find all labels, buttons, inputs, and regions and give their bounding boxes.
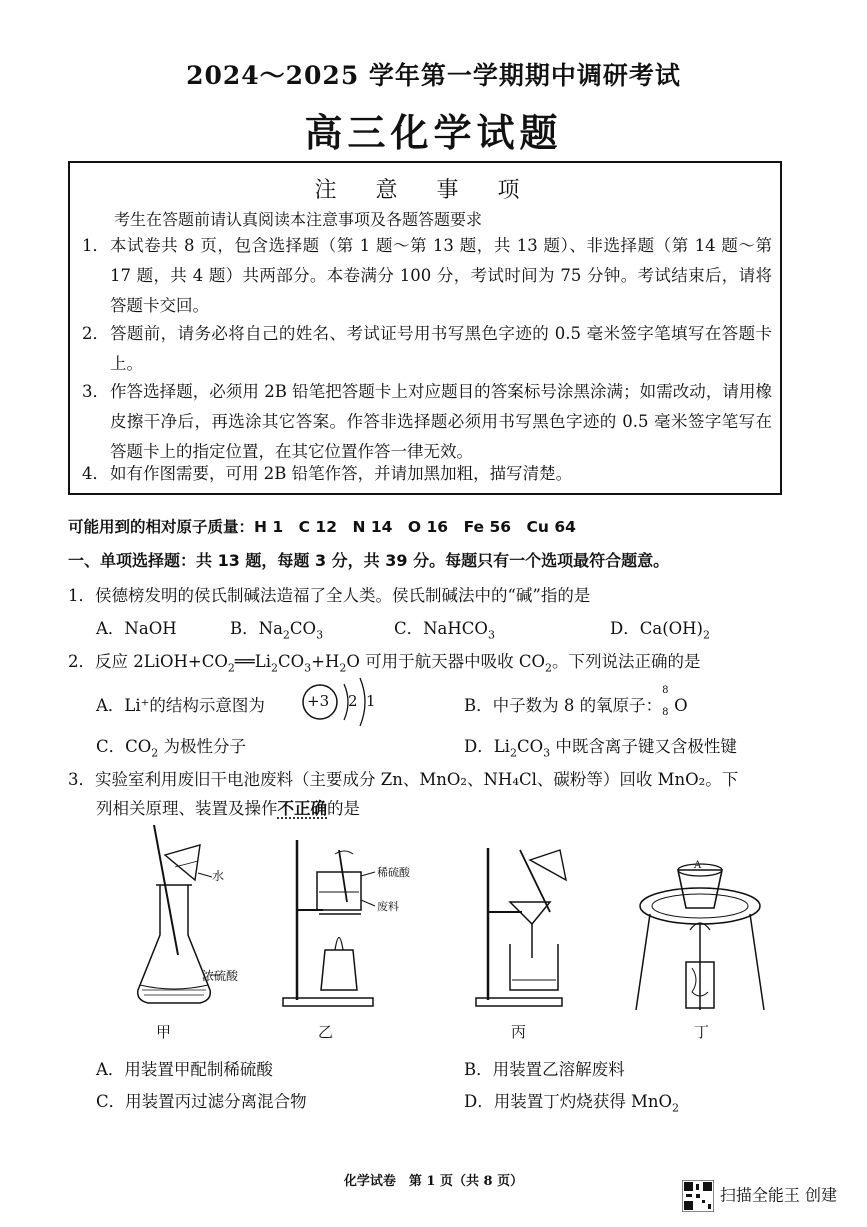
apparatus-ding (630, 850, 780, 1020)
nucleus-charge: +3 (307, 692, 330, 710)
notice-item-3 (82, 377, 772, 467)
notice-item-text: 答题前，请务必将自己的姓名、考试证号用书写黑色字迹的 0.5 毫米签字笔填写在答题卡上。 (110, 324, 772, 373)
section-1-heading: 一、单项选择题：共 13 题，每题 3 分，共 39 分。每题只有一个选项最符合题意。 (68, 551, 670, 570)
mass-number: 8 (662, 684, 669, 696)
q3-stem-line-2: 列相关原理、装置及操作不正确的是 (96, 799, 360, 818)
figure-label-jia: 甲 (156, 1023, 172, 1041)
notice-heading: 注 意 事 项 (314, 178, 536, 203)
qr-code-icon (682, 1180, 714, 1212)
label-concentrated-sulfuric-acid: 浓硫酸 (202, 969, 239, 983)
label-dilute-sulfuric-acid: 稀硫酸 (377, 866, 410, 879)
label-crucible-mark: A (694, 860, 702, 871)
q1-stem: 1．侯德榜发明的侯氏制碱法造福了全人类。侯氏制碱法中的“碱”指的是 (68, 586, 591, 605)
q1-option-b: B．$Na_2CO_3$ (230, 619, 324, 642)
figure-label-bing: 丙 (511, 1023, 527, 1041)
notice-box (68, 161, 782, 495)
notice-item-text: 如有作图需要，可用 2B 铅笔作答，并请加黑加粗，描写清楚。 (110, 464, 573, 483)
notice-item-number: 2． (82, 324, 109, 343)
notice-item-number: 3． (82, 382, 109, 401)
exam-title: 2024～2025 学年第一学期期中调研考试 (186, 61, 681, 90)
q1-option-d: D．$Ca(OH)_2$ (610, 619, 710, 642)
label-water: 水 (212, 869, 225, 883)
notice-item-number: 1． (82, 236, 109, 255)
q3-option-c: C．用装置丙过滤分离混合物 (96, 1092, 307, 1111)
q3-option-d: D．用装置丁灼烧获得 MnO$_2$ (464, 1092, 680, 1115)
q2-option-a: A．Li⁺的结构示意图为 (96, 696, 265, 715)
scanner-watermark (682, 1180, 837, 1212)
apparatus-jia (120, 825, 260, 1015)
notice-intro: 考生在答题前请认真阅读本注意事项及各题答题要求 (114, 210, 483, 229)
notice-item-2 (82, 319, 772, 379)
notice-item-1 (82, 231, 772, 321)
notice-item-text: 本试卷共 8 页，包含选择题（第 1 题～第 13 题，共 13 题）、非选择题（第 14 题～第 17 题，共 4 题）共两部分。本卷满分 100 分，考试时间为 75 分钟。考试结束后，请将答题卡交回。 (110, 236, 772, 315)
q3-option-a: A．用装置甲配制稀硫酸 (96, 1060, 273, 1079)
q1-option-a: A．NaOH (96, 619, 177, 638)
label-waste: 废料 (377, 900, 399, 913)
watermark-text: 扫描全能王 创建 (719, 1185, 837, 1205)
notice-item-number: 4． (82, 464, 109, 483)
q3-option-b: B．用装置乙溶解废料 (464, 1060, 625, 1079)
q2-option-d: D．$Li_2CO_3$ 中既含离子键又含极性键 (464, 737, 737, 760)
emphasis-incorrect: 不正确 (277, 799, 327, 818)
q1-option-c: C．NaHCO$_3$ (394, 619, 495, 642)
subject-title: 高三化学试题 (304, 110, 563, 155)
atomic-number: 8 (662, 706, 669, 718)
page-footer: 化学试卷 第 1 页（共 8 页） (343, 1174, 524, 1189)
q3-stem-line-1: 3．实验室利用废旧干电池废料（主要成分 Zn、MnO₂、NH₄Cl、碳粉等）回收 MnO₂。下 (68, 770, 739, 789)
q2-option-b: B．中子数为 8 的氧原子： 8 8 O (464, 684, 688, 718)
apparatus-bing (470, 840, 600, 1015)
figure-label-yi: 乙 (318, 1023, 334, 1041)
q2-stem: 2．反应 $2LiOH+CO_2══Li_2CO_3+H_2O$ 可用于航天器中吸收 $CO_2$。下列说法正确的是 (68, 652, 701, 675)
li-ion-structure-diagram (300, 672, 390, 732)
electron-shell-2: 1 (366, 692, 376, 710)
notice-item-text: 作答选择题，必须用 2B 铅笔把答题卡上对应题目的答案标号涂黑涂满；如需改动，请用橡皮擦干净后，再选涂其它答案。作答非选择题必须用书写黑色字迹的 0.5 毫米签字笔写在答题卡上的指定位置，在其它位置作答一律无效。 (110, 382, 772, 461)
q2-option-c: C．$CO_2$ 为极性分子 (96, 737, 247, 760)
apparatus-yi (275, 830, 435, 1015)
notice-item-4 (82, 459, 772, 489)
atomic-masses: 可能用到的相对原子质量：H 1 C 12 N 14 O 16 Fe 56 Cu 64 (68, 518, 576, 536)
electron-shell-1: 2 (348, 692, 358, 710)
figure-label-ding: 丁 (694, 1023, 710, 1041)
